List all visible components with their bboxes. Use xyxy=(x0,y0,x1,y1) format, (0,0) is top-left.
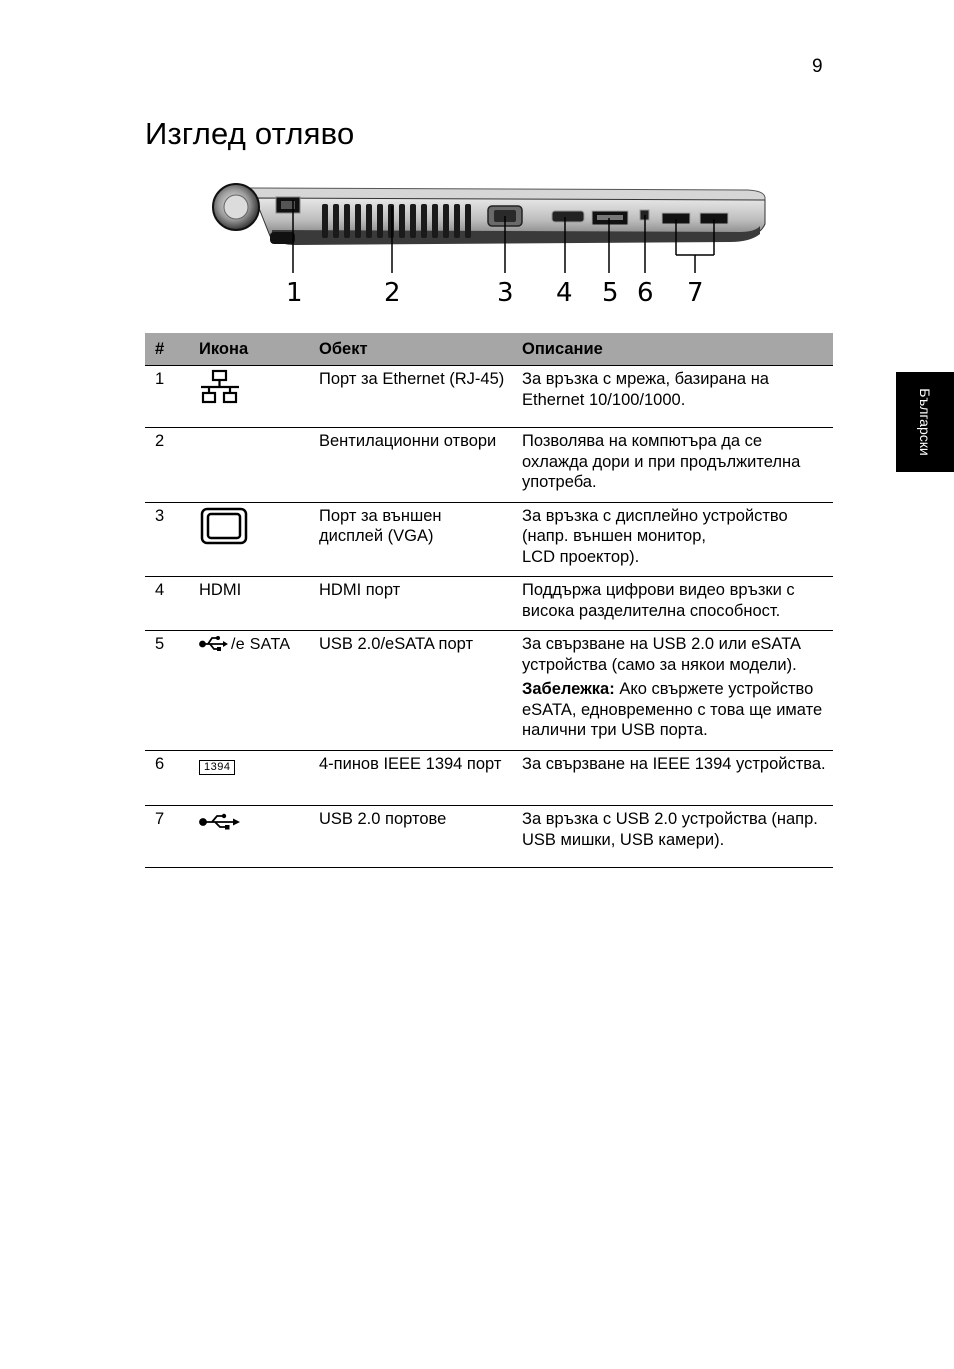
page-title: Изглед отляво xyxy=(145,116,355,151)
table-header-row xyxy=(145,333,833,366)
row-object: USB 2.0 портове xyxy=(309,806,512,868)
row-description: За връзка с USB 2.0 устройства (напр. USB мишки, USB камери). xyxy=(512,806,833,868)
row-object: Порт за Ethernet (RJ-45) xyxy=(309,366,512,428)
header-number: # xyxy=(145,333,189,366)
hdmi-icon-label: HDMI xyxy=(189,577,309,631)
laptop-left-side-figure xyxy=(200,170,780,310)
table-row xyxy=(145,577,833,631)
row-object: Вентилационни отвори xyxy=(309,428,512,503)
row-number: 5 xyxy=(145,631,189,751)
row-number: 7 xyxy=(145,806,189,868)
page-number: 9 xyxy=(812,56,823,77)
usb-icon xyxy=(199,812,241,830)
row-description: За връзка с дисплейно устройство (напр. външен монитор, xyxy=(522,506,788,545)
table-row xyxy=(145,751,833,806)
header-object: Обект xyxy=(309,333,512,366)
usb-esata-icon xyxy=(199,634,229,652)
language-side-tab-label: Български xyxy=(917,388,933,456)
callout-7: 7 xyxy=(687,278,704,308)
row-description: Позволява на компютъра да се охлажда дори и при продължителна употреба. xyxy=(512,428,833,503)
row-description-line2: LCD проектор). xyxy=(522,547,640,566)
row-number: 6 xyxy=(145,751,189,806)
note-label: Забележка: xyxy=(522,680,615,698)
row-object: HDMI порт xyxy=(309,577,512,631)
row-description: За свързване на IEEE 1394 устройства. xyxy=(512,751,833,806)
usb-esata-icon-label: /e SATA xyxy=(231,636,291,653)
table-row xyxy=(145,502,833,577)
callout-3: 3 xyxy=(497,278,514,308)
header-description: Описание xyxy=(512,333,833,366)
vga-display-icon xyxy=(199,506,249,546)
row-object: Порт за външен дисплей (VGA) xyxy=(309,502,512,577)
row-description: За връзка с мрежа, базирана на Ethernet 10/100/1000. xyxy=(512,366,833,428)
row-number: 3 xyxy=(145,502,189,577)
row-object: 4-пинов IEEE 1394 порт xyxy=(309,751,512,806)
row-description: Поддържа цифрови видео връзки с висока разделителна способност. xyxy=(512,577,833,631)
ieee1394-icon: 1394 xyxy=(199,760,235,775)
callout-6: 6 xyxy=(637,278,654,308)
row-object: USB 2.0/eSATA порт xyxy=(309,631,512,751)
row-number: 1 xyxy=(145,366,189,428)
table-row xyxy=(145,366,833,428)
callout-4: 4 xyxy=(556,278,573,308)
note-text: Ако свържете устройство eSATA, едновременно с това ще имате налични три USB порта. xyxy=(522,680,823,739)
table-row xyxy=(145,806,833,868)
row-description: За свързване на USB 2.0 или eSATA устройства (само за някои модели). xyxy=(522,635,801,674)
row-number: 2 xyxy=(145,428,189,503)
callout-2: 2 xyxy=(384,278,401,308)
table-row xyxy=(145,428,833,503)
language-side-tab xyxy=(896,372,954,472)
table-row xyxy=(145,631,833,751)
row-number: 4 xyxy=(145,577,189,631)
callout-5: 5 xyxy=(602,278,619,308)
header-icon: Икона xyxy=(189,333,309,366)
ethernet-icon xyxy=(199,369,241,405)
row-note xyxy=(522,679,827,741)
ports-table xyxy=(145,333,833,868)
callout-1: 1 xyxy=(286,278,303,308)
